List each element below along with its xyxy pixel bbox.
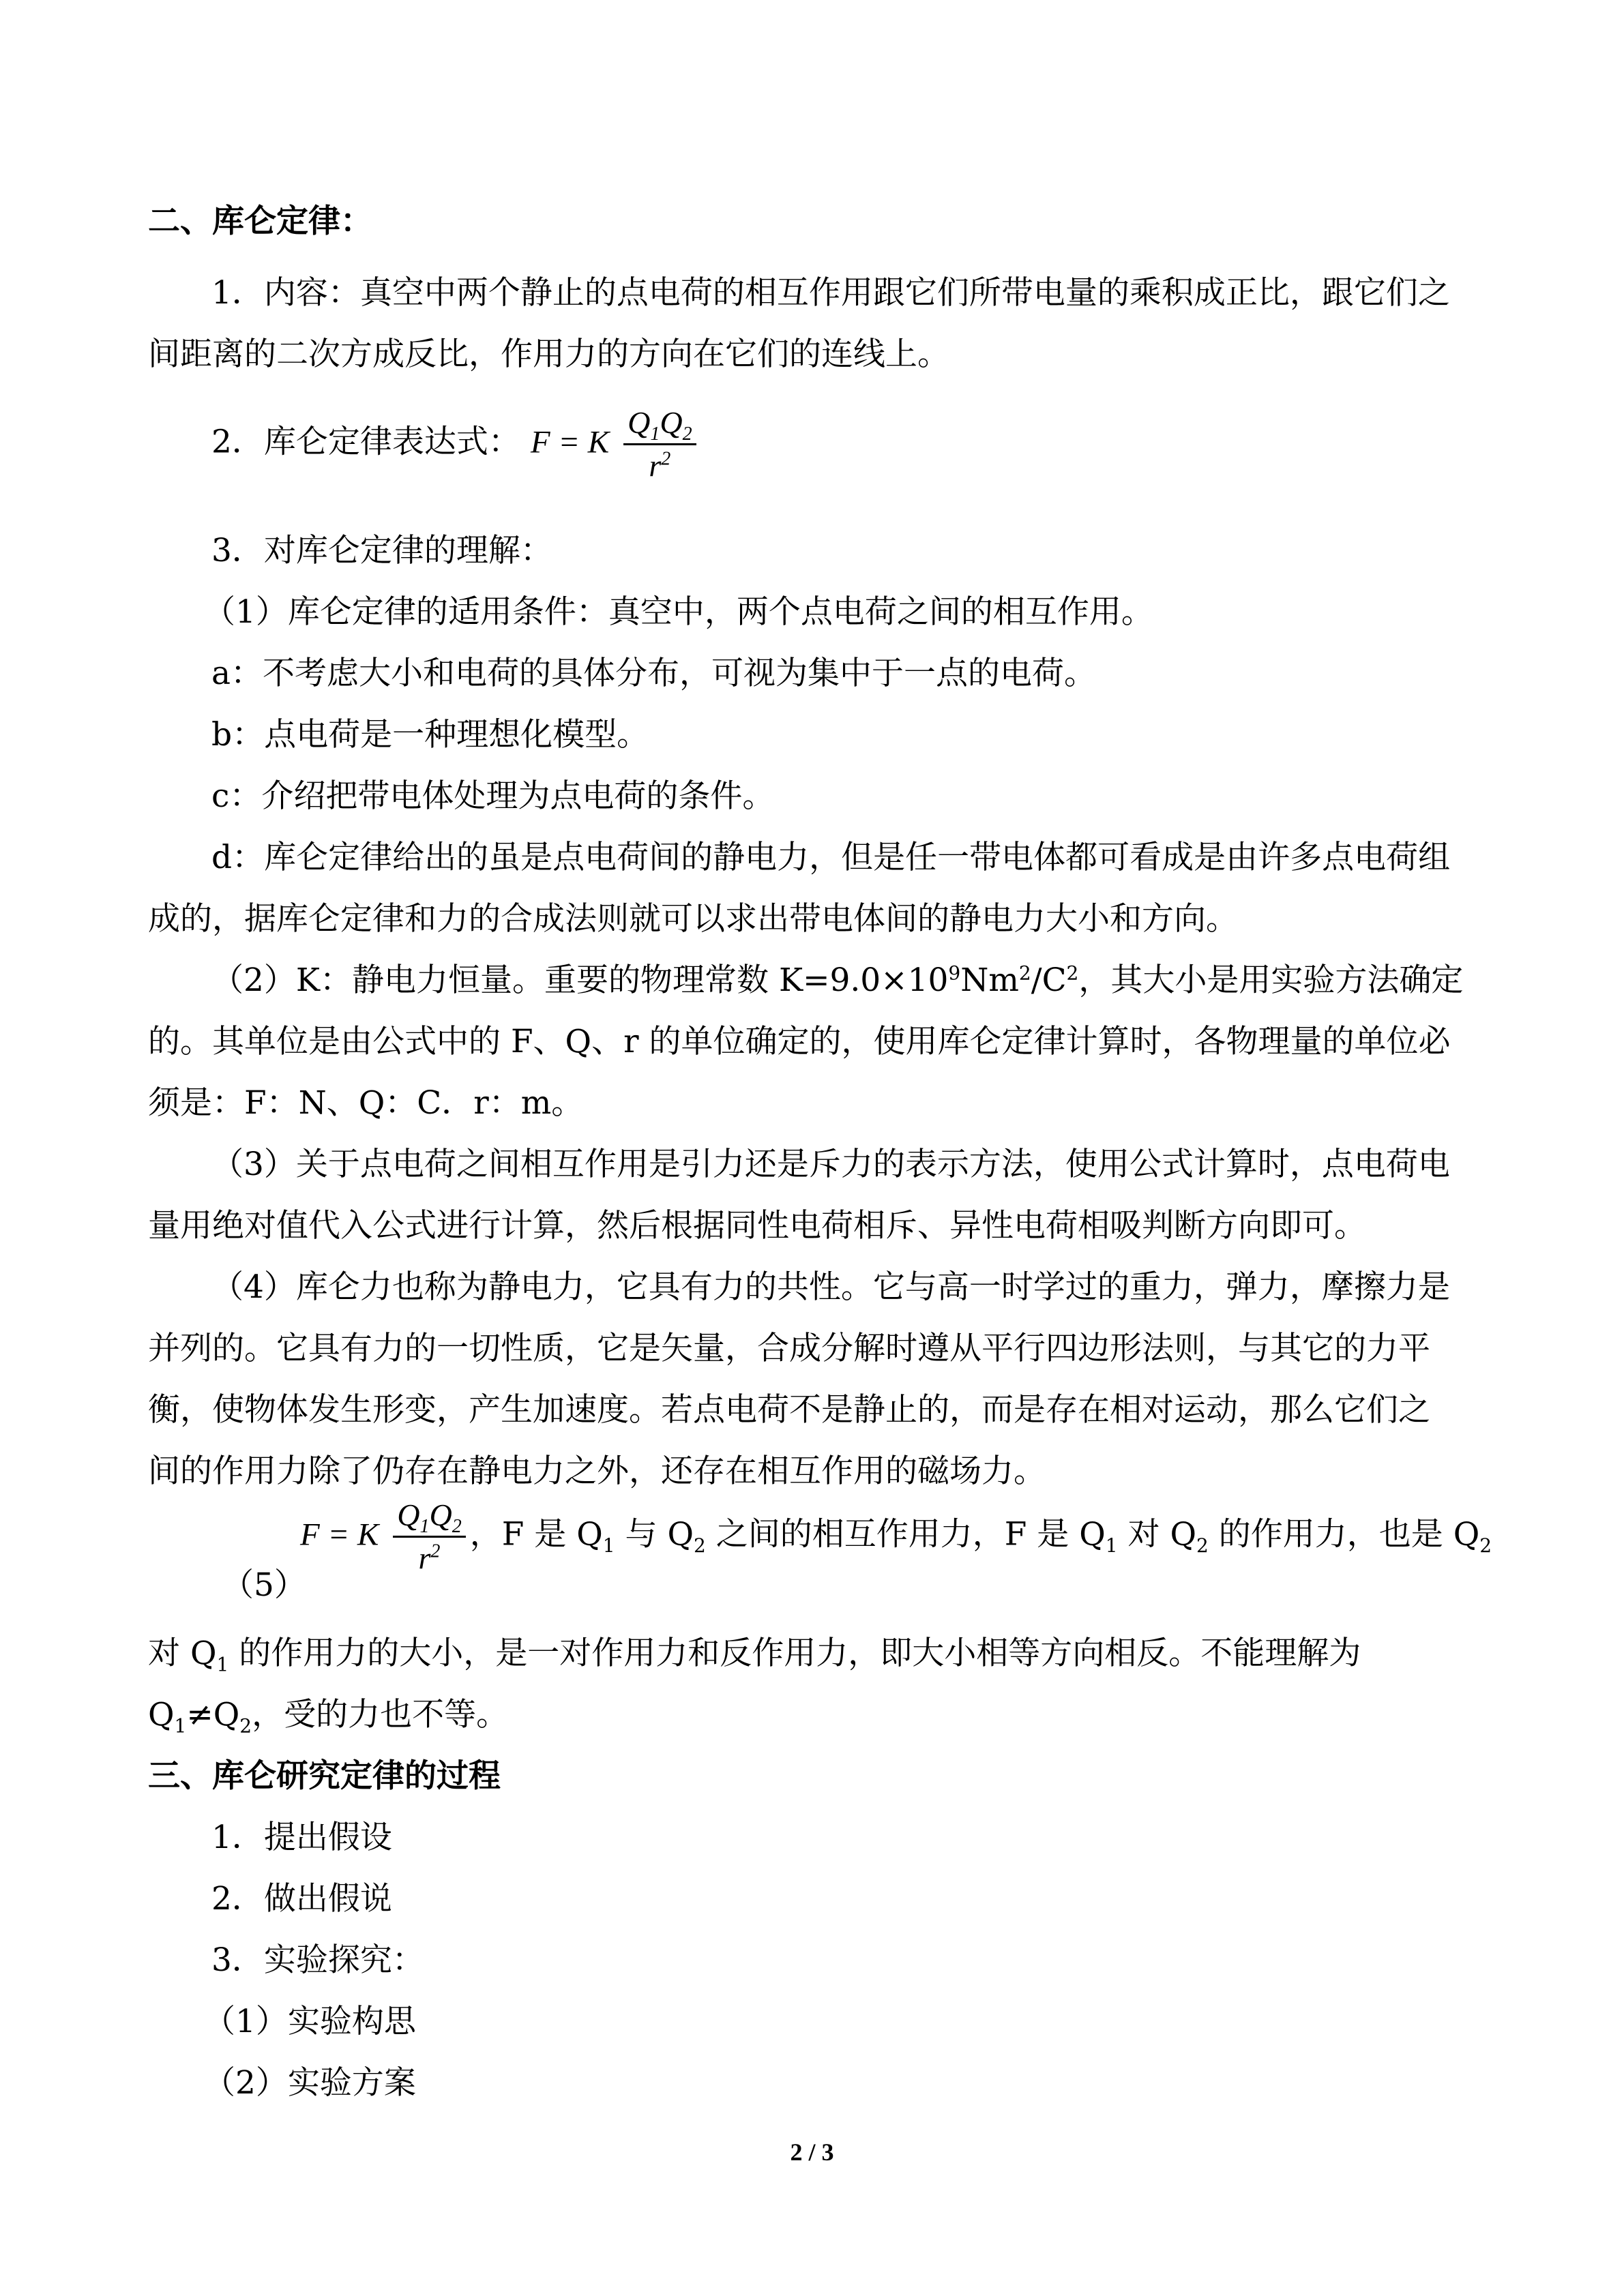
formula-lhs: F = K — [530, 424, 610, 460]
paragraph: （1）库仑定律的适用条件：真空中，两个点电荷之间的相互作用。 — [203, 593, 1153, 631]
item-label: （5） — [222, 1566, 306, 1604]
paragraph: c：介绍把带电体处理为点电荷的条件。 — [211, 777, 775, 815]
list-item: 2．做出假说 — [211, 1880, 392, 1918]
paragraph: （3）关于点电荷之间相互作用是引力还是斥力的表示方法，使用公式计算时，点电荷电 — [211, 1146, 1450, 1183]
section-heading: 二、库仑定律： — [148, 203, 372, 240]
paragraph: （4）库仑力也称为静电力，它具有力的共性。它与高一时学过的重力，弹力，摩擦力是 — [211, 1268, 1450, 1306]
formula-lhs: F = K — [300, 1517, 379, 1553]
paragraph: （2）K：静电力恒量。重要的物理常数 $K=9.0\times 10^9Nm^2/C^2$，其大小是用实验方法确定 — [211, 961, 1464, 999]
paragraph: 量用绝对值代入公式进行计算，然后根据同性电荷相斥、异性电荷相吸判断方向即可。 — [148, 1207, 1366, 1244]
paragraph: 3．对库仑定律的理解： — [211, 532, 552, 569]
paragraph: 1．内容：真空中两个静止的点电荷的相互作用跟它们所带电量的乘积成正比，跟它们之 — [211, 274, 1450, 312]
paragraph: a：不考虑大小和电荷的具体分布，可视为集中于一点的电荷。 — [211, 655, 1097, 692]
paragraph: 衡，使物体发生形变，产生加速度。若点电荷不是静止的，而是存在相对运动，那么它们之 — [148, 1391, 1430, 1429]
page-number: 2 / 3 — [790, 2138, 834, 2166]
formula-label: 2．库仑定律表达式： — [211, 423, 520, 461]
paragraph: 间的作用力除了仍存在静电力之外，还存在相互作用的磁场力。 — [148, 1452, 1046, 1490]
paragraph: b：点电荷是一种理想化模型。 — [211, 716, 649, 754]
paragraph: 成的，据库仑定律和力的合成法则就可以求出带电体间的静电力大小和方向。 — [148, 900, 1238, 938]
list-item: （2）实验方案 — [203, 2064, 416, 2102]
list-item: （1）实验构思 — [203, 2003, 416, 2040]
paragraph: 间距离的二次方成反比，作用力的方向在它们的连线上。 — [148, 336, 949, 373]
formula-numerator: $Q_1Q_2$ — [393, 1495, 465, 1538]
formula-denominator: $r^2$ — [649, 448, 671, 483]
paragraph: 对 $Q_1$ 的作用力的大小，是一对作用力和反作用力，即大小相等方向相反。不能理解为 — [148, 1635, 1361, 1676]
section-heading: 三、库仑研究定律的过程 — [148, 1757, 501, 1795]
paragraph: $Q_1\ne Q_2$，受的力也不等。 — [148, 1696, 509, 1738]
paragraph: 的。其单位是由公式中的 F、Q、r 的单位确定的，使用库仑定律计算时，各物理量的单位必 — [148, 1023, 1451, 1060]
paragraph: 须是：F：N、Q：C．r：m。 — [148, 1084, 584, 1122]
formula-fraction — [393, 1495, 465, 1579]
list-item: 1．提出假设 — [211, 1819, 392, 1856]
formula-numerator: $Q_1Q_2$ — [623, 402, 696, 445]
paragraph: 并列的。它具有力的一切性质，它是矢量，合成分解时遵从平行四边形法则，与其它的力平 — [148, 1330, 1430, 1367]
paragraph: d：库仑定律给出的虽是点电荷间的静电力，但是任一带电体都可看成是由许多点电荷组 — [211, 839, 1451, 876]
formula-fraction — [623, 402, 696, 486]
formula-line — [211, 402, 1548, 486]
formula-line: F = K $\frac{Q_1Q_2}{r^2}$ ，F 是 $Q_1$ 与 $Q_2$ 之间的相互作用力，F 是 $Q_1$ 对 $Q_2$ 的作用力，也是 $Q_2$ — [300, 1495, 1501, 1579]
list-item: 3．实验探究： — [211, 1941, 424, 1979]
formula-denominator: $r^2$ — [418, 1540, 441, 1575]
